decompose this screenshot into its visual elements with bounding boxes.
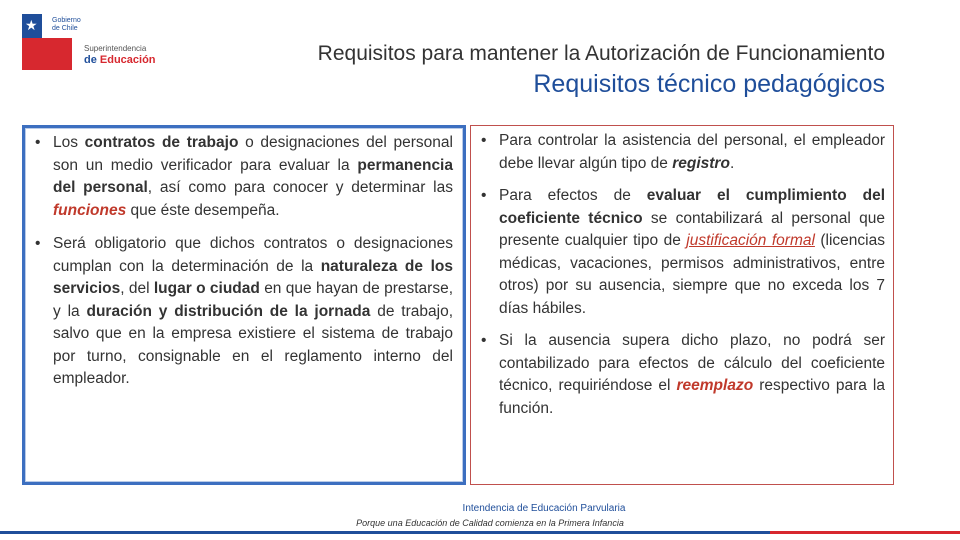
superintendencia-logo [22,14,182,70]
footer-slogan: Porque una Educación de Calidad comienza en la Primera Infancia [356,518,624,528]
chile-flag-icon: ★ [22,14,72,70]
page-subtitle: Requisitos técnico pedagógicos [533,70,885,98]
gobierno-label: Gobierno de Chile [52,17,81,32]
footer-rule-red [770,531,960,534]
footer-rule-blue [0,531,770,534]
right-content-box [470,125,894,485]
agency-name-line2: de Educación [84,54,156,66]
list-item: • Si la ausencia supera dicho plazo, no podrá ser contabilizado para efectos de cálculo del coeficiente técnico, requiriéndose el reemplazo respectivo para la función. [481,332,885,417]
list-item: • Los contratos de trabajo o designaciones del personal son un medio verificador para evaluar la permanencia del personal, así como para conocer y determinar las funciones que éste desempeña. [35,134,453,219]
left-content-box [22,125,466,485]
list-item: • Será obligatorio que dichos contratos o designaciones cumplan con la determinación de la naturaleza de los servicios, del lugar o ciudad en que hayan de prestarse, y la duración y distribución de la jornada de trabajo, salvo que en la empresa existiere el sistema de trabajo por turno, consignable en el reglamento interno del empleador. [35,235,454,387]
agency-name-line1: Superintendencia [84,44,147,53]
footer-intendencia: Intendencia de Educación Parvularia [462,503,626,514]
list-item: • Para controlar la asistencia del personal, el empleador debe llevar algún tipo de registro. [481,132,885,172]
list-item: • Para efectos de evaluar el cumplimiento del coeficiente técnico se contabilizará al personal que presente cualquier tipo de justificación formal (licencias médicas, vacaciones, permisos administrativos, entre otros) por su ausencia, siempre que no exceda los 7 días hábiles. [481,187,886,317]
page-title: Requisitos para mantener la Autorización de Funcionamiento [317,42,885,65]
